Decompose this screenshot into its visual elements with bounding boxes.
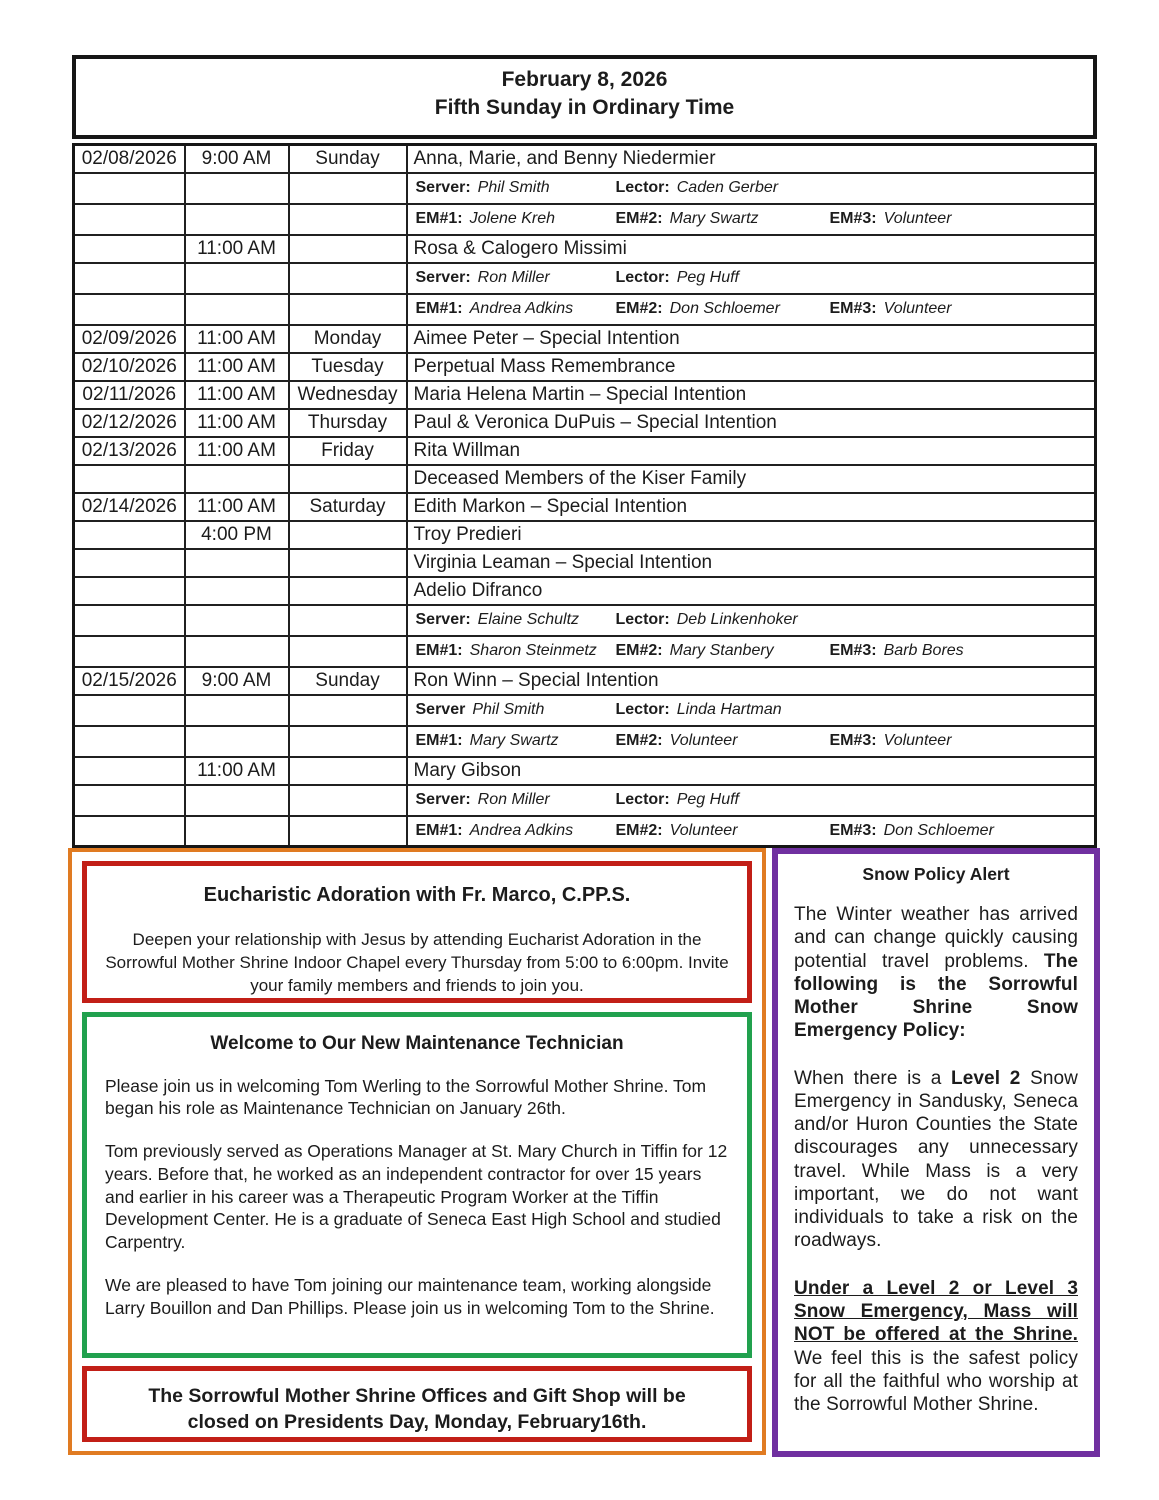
staff-role-label: EM#3: [829, 821, 877, 839]
schedule-cell-description [407, 173, 1096, 204]
schedule-row [74, 605, 1096, 636]
schedule-cell-time [185, 816, 289, 847]
staff-role-label: EM#2: [615, 642, 663, 659]
staff-assignment [830, 300, 952, 318]
staff-assignments [414, 300, 1095, 318]
schedule-cell-time: 4:00 PM [185, 521, 289, 549]
staff-assignment [616, 210, 830, 228]
schedule-cell-time: 11:00 AM [185, 381, 289, 409]
schedule-cell-date: 02/10/2026 [74, 353, 185, 381]
schedule-cell-description: Troy Predieri [407, 521, 1096, 549]
schedule-cell-time [185, 263, 289, 294]
schedule-row [74, 667, 1096, 695]
staff-name: Volunteer [669, 821, 738, 839]
staff-role-label: Server: [415, 611, 471, 628]
staff-assignment [616, 611, 830, 629]
schedule-row [74, 521, 1096, 549]
schedule-cell-description [407, 695, 1096, 726]
staff-assignment [416, 179, 616, 197]
staff-name: Ron Miller [477, 791, 550, 808]
schedule-row [74, 204, 1096, 235]
schedule-cell-description: Paul & Veronica DuPuis – Special Intention [407, 409, 1096, 437]
schedule-cell-time: 11:00 AM [185, 353, 289, 381]
schedule-cell-date [74, 816, 185, 847]
staff-assignments [414, 791, 1095, 809]
staff-assignments [414, 642, 1095, 660]
staff-role-label: EM#2: [615, 300, 663, 317]
schedule-row [74, 437, 1096, 465]
schedule-cell-time [185, 636, 289, 667]
schedule-cell-date [74, 605, 185, 636]
schedule-cell-day: Saturday [289, 493, 407, 521]
schedule-cell-description [407, 294, 1096, 325]
schedule-cell-day [289, 235, 407, 263]
mass-schedule-table [72, 143, 1097, 848]
schedule-cell-day: Friday [289, 437, 407, 465]
staff-role-label: Lector: [615, 611, 670, 628]
schedule-header [72, 55, 1097, 139]
schedule-cell-day [289, 465, 407, 493]
schedule-cell-date [74, 695, 185, 726]
staff-assignments [414, 210, 1095, 228]
schedule-cell-description: Perpetual Mass Remembrance [407, 353, 1096, 381]
staff-name: Mary Swartz [469, 732, 559, 749]
staff-name: Peg Huff [676, 791, 739, 808]
schedule-cell-date [74, 204, 185, 235]
staff-assignment [416, 791, 616, 809]
schedule-cell-day [289, 263, 407, 294]
schedule-cell-date: 02/15/2026 [74, 667, 185, 695]
schedule-cell-time: 11:00 AM [185, 325, 289, 353]
staff-name: Barb Bores [883, 642, 964, 659]
schedule-cell-time: 11:00 AM [185, 235, 289, 263]
schedule-cell-day [289, 785, 407, 816]
maintenance-paragraph-2: Tom previously served as Operations Manager at St. Mary Church in Tiffin for 12 years. Before that, he worked as an independent contractor for over 15 years and earlier in his career was a Therapeutic Program Worker at the Tiffin Development Center. He is a graduate of Seneca East High School and studied Carpentry. [105, 1141, 728, 1252]
staff-assignments [414, 822, 1095, 840]
staff-name: Don Schloemer [669, 300, 780, 317]
schedule-cell-day [289, 636, 407, 667]
schedule-cell-description [407, 263, 1096, 294]
schedule-row [74, 409, 1096, 437]
schedule-cell-description: Aimee Peter – Special Intention [407, 325, 1096, 353]
staff-name: Andrea Adkins [469, 821, 574, 839]
schedule-cell-description: Virginia Leaman – Special Intention [407, 549, 1096, 577]
staff-role-label: Lector: [615, 269, 670, 286]
staff-role-label: Lector: [615, 791, 670, 808]
schedule-cell-date [74, 577, 185, 605]
schedule-row [74, 173, 1096, 204]
staff-assignment [830, 822, 994, 840]
text-segment: Under a Level 2 or Level 3 Snow Emergency, Mass will NOT be offered at the Shrine. [794, 1277, 1078, 1346]
staff-role-label: Server: [415, 179, 471, 196]
staff-name: Peg Huff [676, 269, 739, 286]
schedule-cell-description: Maria Helena Martin – Special Intention [407, 381, 1096, 409]
staff-role-label: EM#3: [829, 210, 877, 227]
staff-name: Volunteer [883, 732, 952, 749]
staff-assignment [416, 822, 616, 840]
snow-policy-title: Snow Policy Alert [862, 864, 1010, 884]
schedule-cell-day: Wednesday [289, 381, 407, 409]
staff-assignment [416, 642, 616, 660]
staff-assignment [416, 701, 616, 719]
schedule-row [74, 493, 1096, 521]
staff-assignment [616, 701, 830, 719]
schedule-cell-date [74, 263, 185, 294]
staff-role-label: Lector: [615, 701, 670, 718]
text-segment: Level 2 [951, 1067, 1021, 1089]
staff-name: Volunteer [669, 732, 738, 749]
schedule-row [74, 695, 1096, 726]
schedule-cell-day [289, 204, 407, 235]
schedule-cell-description: Adelio Difranco [407, 577, 1096, 605]
schedule-row [74, 235, 1096, 263]
text-segment: We feel this is the safest policy for all the faithful who worship at the Sorrowful Mother Shrine. [794, 1347, 1078, 1416]
snow-policy-paragraph-1 [794, 903, 1078, 1043]
schedule-cell-date [74, 294, 185, 325]
schedule-cell-description: Anna, Marie, and Benny Niedermier [407, 145, 1096, 173]
adoration-box [82, 861, 752, 1003]
schedule-cell-date: 02/13/2026 [74, 437, 185, 465]
closure-body: The Sorrowful Mother Shrine Offices and Gift Shop will be closed on Presidents Day, Monday, February16th. [148, 1385, 686, 1434]
schedule-cell-date [74, 636, 185, 667]
schedule-cell-time [185, 695, 289, 726]
snow-policy-paragraph-2 [794, 1067, 1078, 1253]
staff-assignment [830, 642, 964, 660]
schedule-cell-day [289, 605, 407, 636]
schedule-cell-description [407, 785, 1096, 816]
schedule-cell-date [74, 549, 185, 577]
schedule-cell-time: 11:00 AM [185, 409, 289, 437]
staff-role-label: Server: [415, 791, 471, 808]
schedule-cell-date [74, 521, 185, 549]
schedule-cell-time [185, 726, 289, 757]
schedule-cell-day [289, 695, 407, 726]
schedule-cell-time: 11:00 AM [185, 437, 289, 465]
staff-assignment [416, 300, 616, 318]
header-feast: Fifth Sunday in Ordinary Time [434, 96, 735, 120]
schedule-cell-time [185, 294, 289, 325]
staff-assignments [414, 611, 1095, 629]
staff-role-label: EM#1: [415, 732, 463, 749]
staff-assignment [616, 732, 830, 750]
announcements-column [68, 848, 766, 1455]
schedule-cell-day [289, 521, 407, 549]
schedule-cell-day: Thursday [289, 409, 407, 437]
staff-assignment [616, 179, 830, 197]
adoration-title: Eucharistic Adoration with Fr. Marco, C.PP.S. [203, 884, 631, 906]
staff-name: Mary Swartz [669, 210, 759, 227]
staff-name: Jolene Kreh [469, 210, 556, 227]
staff-name: Caden Gerber [676, 179, 779, 196]
schedule-row [74, 757, 1096, 785]
staff-assignments [414, 701, 1095, 719]
schedule-cell-description: Mary Gibson [407, 757, 1096, 785]
text-segment: The Winter weather has arrived and can change quickly causing potential travel problems. [794, 904, 1078, 972]
snow-policy-box [772, 848, 1100, 1457]
staff-name: Volunteer [883, 300, 952, 317]
staff-assignment [416, 732, 616, 750]
staff-name: Andrea Adkins [469, 300, 574, 317]
staff-assignment [616, 642, 830, 660]
staff-assignment [416, 269, 616, 287]
schedule-cell-description [407, 605, 1096, 636]
staff-role-label: EM#3: [829, 300, 877, 317]
schedule-cell-day [289, 726, 407, 757]
schedule-cell-date: 02/11/2026 [74, 381, 185, 409]
staff-role-label: EM#1: [415, 300, 463, 317]
staff-name: Ron Miller [477, 269, 550, 286]
adoration-body: Deepen your relationship with Jesus by attending Eucharist Adoration in the Sorrowful Mother Shrine Indoor Chapel every Thursday from 5:00 to 6:00pm. Invite your family members and friends to join you. [105, 930, 729, 995]
schedule-row [74, 636, 1096, 667]
schedule-cell-time [185, 605, 289, 636]
staff-role-label: EM#2: [615, 210, 663, 227]
staff-role-label: EM#3: [829, 642, 877, 659]
staff-assignment [830, 732, 952, 750]
staff-role-label: EM#1: [415, 642, 463, 659]
schedule-cell-day [289, 577, 407, 605]
staff-assignment [830, 210, 952, 228]
schedule-cell-time [185, 549, 289, 577]
staff-assignments [414, 269, 1095, 287]
schedule-cell-day [289, 549, 407, 577]
schedule-cell-time: 9:00 AM [185, 667, 289, 695]
schedule-cell-date: 02/09/2026 [74, 325, 185, 353]
staff-role-label: EM#3: [829, 732, 877, 749]
schedule-cell-day: Sunday [289, 145, 407, 173]
staff-assignment [616, 791, 830, 809]
schedule-cell-time: 11:00 AM [185, 493, 289, 521]
schedule-cell-description [407, 816, 1096, 847]
schedule-cell-description: Rosa & Calogero Missimi [407, 235, 1096, 263]
schedule-cell-day: Sunday [289, 667, 407, 695]
maintenance-paragraph-1: Please join us in welcoming Tom Werling to the Sorrowful Mother Shrine. Tom began his role as Maintenance Technician on January 26th. [105, 1075, 707, 1119]
schedule-cell-description [407, 636, 1096, 667]
schedule-row [74, 263, 1096, 294]
schedule-cell-time [185, 465, 289, 493]
schedule-row [74, 816, 1096, 847]
staff-role-label: EM#1: [415, 210, 463, 227]
staff-assignment [416, 210, 616, 228]
text-segment: The following is the Sorrowful Mother Shrine Snow Emergency Policy: [794, 950, 1078, 1042]
schedule-cell-time [185, 173, 289, 204]
schedule-row [74, 785, 1096, 816]
schedule-cell-date: 02/12/2026 [74, 409, 185, 437]
schedule-cell-date [74, 785, 185, 816]
staff-name: Don Schloemer [883, 821, 994, 839]
staff-assignment [616, 269, 830, 287]
schedule-cell-description [407, 726, 1096, 757]
maintenance-title: Welcome to Our New Maintenance Technician [210, 1032, 624, 1054]
schedule-cell-day [289, 816, 407, 847]
schedule-cell-time [185, 204, 289, 235]
staff-role-label: Server: [415, 269, 471, 286]
schedule-cell-description: Deceased Members of the Kiser Family [407, 465, 1096, 493]
staff-name: Linda Hartman [676, 701, 782, 718]
staff-name: Phil Smith [477, 179, 550, 196]
schedule-row [74, 325, 1096, 353]
text-segment: When there is a [794, 1067, 952, 1089]
schedule-cell-date [74, 757, 185, 785]
text-segment: Snow Emergency in Sandusky, Seneca and/or Huron Counties the State discourages any unnecessary travel. While Mass is a very important, we do not want individuals to take a risk on the roadways. [794, 1067, 1078, 1252]
schedule-row [74, 726, 1096, 757]
maintenance-box [82, 1012, 752, 1358]
staff-name: Sharon Steinmetz [469, 642, 597, 659]
schedule-row [74, 549, 1096, 577]
schedule-cell-time [185, 577, 289, 605]
schedule-row [74, 145, 1096, 173]
staff-role-label: EM#2: [615, 732, 663, 749]
staff-assignment [416, 611, 616, 629]
schedule-row [74, 577, 1096, 605]
staff-role-label: EM#1: [415, 821, 463, 839]
schedule-cell-day [289, 757, 407, 785]
snow-policy-paragraph-3 [794, 1277, 1078, 1417]
schedule-cell-day [289, 294, 407, 325]
staff-role-label: EM#2: [615, 821, 663, 839]
schedule-cell-day: Monday [289, 325, 407, 353]
maintenance-paragraph-3: We are pleased to have Tom joining our maintenance team, working alongside Larry Bouillon and Dan Phillips. Please join us in welcoming Tom to the Shrine. [105, 1274, 715, 1318]
schedule-cell-day [289, 173, 407, 204]
schedule-row [74, 381, 1096, 409]
schedule-cell-description: Edith Markon – Special Intention [407, 493, 1096, 521]
staff-name: Mary Stanbery [669, 642, 774, 659]
schedule-cell-description [407, 204, 1096, 235]
staff-name: Volunteer [883, 210, 952, 227]
schedule-cell-date [74, 465, 185, 493]
schedule-cell-date [74, 726, 185, 757]
staff-assignments [414, 179, 1095, 197]
schedule-row [74, 294, 1096, 325]
schedule-cell-date [74, 173, 185, 204]
schedule-cell-time: 11:00 AM [185, 757, 289, 785]
schedule-cell-time [185, 785, 289, 816]
staff-assignments [414, 732, 1095, 750]
staff-role-label: Lector: [615, 179, 670, 196]
staff-name: Phil Smith [472, 701, 545, 718]
schedule-cell-description: Ron Winn – Special Intention [407, 667, 1096, 695]
closure-box [82, 1366, 752, 1442]
schedule-cell-date: 02/08/2026 [74, 145, 185, 173]
schedule-row [74, 353, 1096, 381]
staff-assignment [616, 822, 830, 840]
staff-role-label: Server [415, 701, 466, 718]
schedule-cell-description: Rita Willman [407, 437, 1096, 465]
schedule-cell-date [74, 235, 185, 263]
schedule-cell-date: 02/14/2026 [74, 493, 185, 521]
header-date: February 8, 2026 [501, 68, 668, 91]
schedule-cell-time: 9:00 AM [185, 145, 289, 173]
staff-assignment [616, 300, 830, 318]
staff-name: Elaine Schultz [477, 611, 580, 628]
schedule-row [74, 465, 1096, 493]
schedule-cell-day: Tuesday [289, 353, 407, 381]
staff-name: Deb Linkenhoker [676, 611, 798, 628]
